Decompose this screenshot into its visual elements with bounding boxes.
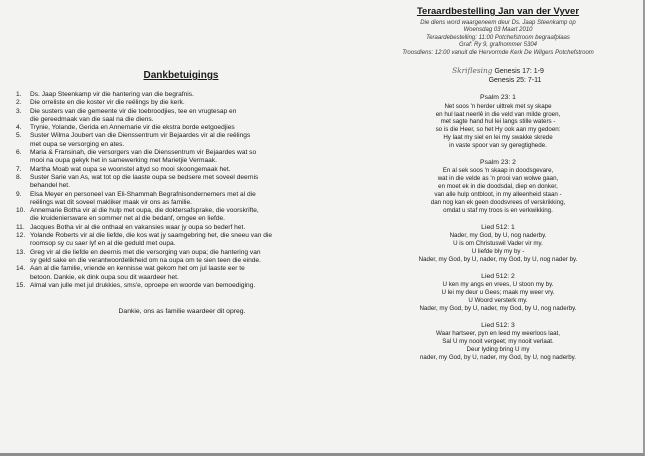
- funeral-programme-column: [358, 6, 638, 362]
- verse-heading: Psalm 23: 1: [480, 94, 516, 102]
- psalm-and-hymn-blocks: [358, 94, 638, 362]
- item-text: Almal van julle met jul drukkies, sms'e, oproepe en woorde van bemoediging.: [30, 281, 256, 289]
- item-number: 14.: [16, 265, 26, 273]
- item-text: Yolande Roberts vir al die liefde, die kos wat jy saamgebring het, die sneeu van die: [30, 232, 273, 240]
- verse-line: nader, my God, by U, nader, my God, by U, nog naderby.: [419, 354, 577, 362]
- item-text: die gereedmaak van die saal na die diens.: [30, 115, 154, 123]
- item-number: 11.: [16, 223, 25, 231]
- verse-line: en hul laat neerlê in die veld van milde groen,: [435, 110, 561, 118]
- verse-line: omdat u staf my troos is en verkwikking.: [443, 207, 553, 214]
- verse-block: [358, 159, 638, 215]
- item-number: 5.: [16, 132, 22, 140]
- acknowledgement-item: [12, 249, 342, 257]
- scripture-ref-1: Genesis 17: 1-9: [494, 68, 544, 76]
- acknowledgement-item: [12, 182, 342, 190]
- acknowledgement-item: [12, 240, 342, 248]
- item-text: Elsa Meyer en personeel van Eli-Shammah Begrafnisondernemers met al die: [30, 190, 256, 198]
- acknowledgement-item: [12, 199, 342, 207]
- verse-line: Hy laat my siel en lei my swakke skrede: [443, 134, 553, 142]
- verse-line: en moet ek in die doodsdal, diep en donker,: [438, 183, 558, 191]
- item-number: 8.: [16, 173, 22, 181]
- verse-heading: Lied 512: 3: [481, 321, 515, 329]
- item-number: 3.: [16, 107, 22, 115]
- item-number: 12.: [16, 232, 26, 240]
- verse-line: Net soos 'n herder uittrek met sy skape: [444, 102, 552, 110]
- item-text: betoon. Dankie, ek dink oupa sou dit waardeer het.: [30, 273, 179, 281]
- verse-line: wat in die velde as 'n prooi van wolwe gaan,: [437, 175, 559, 183]
- item-text: met oupa se versorging en ates.: [30, 140, 125, 148]
- acknowledgements-column: [12, 70, 342, 315]
- verse-line: Deur lyding bring U my: [466, 346, 530, 354]
- verse-block: [358, 273, 638, 313]
- item-text: Die susters van die gemeente vir die toebroodjies, tee en vrugtesap en: [30, 107, 237, 115]
- verse-line: Nader, my God, by U, nog naderby.: [449, 232, 547, 240]
- verse-heading: Lied 512: 2: [481, 272, 515, 280]
- verse-line: En al sek soos 'n skaap in doodsgevare,: [442, 167, 554, 175]
- item-number: 2.: [16, 99, 22, 107]
- acknowledgement-item: [12, 141, 342, 149]
- acknowledgement-item: [12, 149, 342, 157]
- item-number: 15.: [16, 281, 26, 289]
- item-text: Suster Wilma Joubert van die Dienssentrum vir Bejaardes vir al die reëlings: [30, 132, 251, 140]
- scripture-reading: [358, 67, 638, 85]
- service-info-line: Teraardebestelling: 11:00 Potchefstroom begraafplaas: [426, 34, 570, 41]
- acknowledgements-title: Dankbetuigings: [143, 70, 219, 81]
- verse-line: Nader, my God, by U, nader, my God, by U, nog nader by.: [418, 256, 578, 264]
- item-text: Maria & Fransinah, die versorgers van die Dienssentrum vir Bejaardes wat so: [30, 149, 257, 157]
- acknowledgement-item: [12, 166, 342, 174]
- verse-line: Waar hartseer, pyn en leed my weerloos laat,: [436, 330, 560, 338]
- acknowledgements-list: [12, 91, 342, 290]
- acknowledgement-item: [12, 257, 342, 265]
- item-text: Ds. Jaap Steenkamp vir die hantering van die begrafnis.: [30, 91, 194, 98]
- verse-block: [358, 224, 638, 264]
- verse-line: met sagte hand hul lei langs stille waters -: [440, 118, 556, 126]
- service-info-line: Troosdiens: 12:00 vanuit die Hervormde Kerk De Wilgers Potchefstroom: [402, 49, 594, 56]
- item-number: 6.: [16, 149, 22, 157]
- item-text: mooi na oupa gekyk het in samewerking met Marietjie Vermaak.: [30, 157, 217, 165]
- acknowledgement-item: [12, 116, 342, 124]
- item-text: Jacques Botha vir al die onthaal en vakansies waar jy oupa so bederf het.: [30, 223, 246, 231]
- service-info: [358, 20, 638, 57]
- verse-line: U liefde bly my by -: [471, 248, 525, 256]
- verse-heading: Lied 512: 1: [481, 223, 515, 231]
- item-number: 9.: [16, 190, 22, 198]
- acknowledgement-item: [12, 99, 342, 107]
- verse-block: [358, 94, 638, 150]
- item-text: roomsop sy cu saer lyf en al die geduld met oupa.: [30, 240, 176, 248]
- scripture-label: Skriflesing: [452, 66, 493, 76]
- item-text: Aan al die familie, vriende en kennisse wat gekom het om jul laaste eer te: [30, 265, 245, 273]
- item-text: Die orreliste en die koster vir die reëlings by die kerk.: [30, 99, 185, 107]
- verse-line: U lei my deur u Gees; maak my weer vry.: [441, 289, 555, 297]
- verse-line: Sal U my nooit vergeet; my nooit verlaat.: [442, 338, 554, 346]
- acknowledgement-item: [12, 215, 342, 223]
- verse-heading: Psalm 23: 2: [480, 159, 516, 167]
- item-text: sy geld sake en die verantwoordelikheid om na oupa om te sien teen die einde.: [30, 256, 261, 264]
- service-info-line: Graf: Ry 9, grafnommer 5304: [458, 42, 538, 49]
- item-text: reëlings wat dit soveel makliker maak vir ons as familie.: [30, 198, 192, 206]
- verse-block: [358, 322, 638, 362]
- service-info-line: Woensdag 03 Maart 2010: [463, 27, 533, 34]
- verse-line: dan nog kan ek geen doodsvrees of verskrikking,: [430, 199, 566, 207]
- item-number: 7.: [16, 165, 22, 173]
- acknowledgement-item: [12, 124, 342, 132]
- item-text: Greg vir al die liefde en deernis met die versorging van oupa; die hantering van: [30, 248, 261, 256]
- verse-line: U is om Christuswil Vader vir my.: [453, 240, 543, 248]
- verse-line: in vaste spoor van sy geregtighede.: [449, 142, 547, 150]
- item-text: Martha Moab wat oupa se woonstel altyd so mooi skoongemaak het.: [30, 165, 231, 173]
- acknowledgement-item: [12, 157, 342, 165]
- verse-line: van alle hulp ontbloot, in my alleenheid staan -: [434, 191, 562, 199]
- item-text: behandel het.: [30, 182, 70, 190]
- acknowledgement-item: [12, 224, 342, 232]
- scripture-ref-2: Genesis 25: 7-11: [488, 76, 542, 84]
- item-number: 1.: [16, 91, 22, 98]
- verse-line: U Woord versterk my.: [468, 297, 528, 305]
- item-text: Trynie, Yolande, Gerida en Annemarie vir die ekstra borde eetgoedjies: [30, 124, 235, 132]
- acknowledgement-item: [12, 91, 342, 99]
- item-number: 13.: [16, 248, 26, 256]
- acknowledgements-footer: Dankie, ons as familie waardeer dit opreg.: [118, 308, 246, 316]
- acknowledgement-item: [12, 282, 342, 290]
- acknowledgement-item: [12, 232, 342, 240]
- item-number: 10.: [16, 207, 26, 215]
- item-text: Annemarie Botha vir al die hulp met oupa, die doktersafsprake, die voorskrifte,: [30, 207, 259, 215]
- acknowledgement-item: [12, 174, 342, 182]
- acknowledgement-item: [12, 265, 342, 273]
- verse-line: U ken my angs en vrees, U stoon my by.: [442, 281, 554, 289]
- verse-line: so is die Heer, so het Hy ook aan my gedoen:: [435, 126, 561, 134]
- acknowledgement-item: [12, 191, 342, 199]
- item-text: Suster Sarie van As, wat tot op die laaste oupa se bedsere met soveel deernis: [30, 173, 259, 181]
- acknowledgement-item: [12, 207, 342, 215]
- item-number: 4.: [16, 124, 22, 132]
- acknowledgement-item: [12, 108, 342, 116]
- acknowledgement-item: [12, 132, 342, 140]
- verse-line: Nader, my God, by U, nader, my God, by U, nog naderby.: [419, 305, 577, 313]
- service-info-line: Die diens word waargeneem deur Ds. Jaap Steenkamp op: [420, 20, 576, 26]
- acknowledgement-item: [12, 274, 342, 282]
- programme-title: Teraardbestelling Jan van der Vyver: [416, 6, 580, 17]
- item-text: die kruideniersware en sommer net al die bedanf, omgee en liefde.: [30, 215, 225, 223]
